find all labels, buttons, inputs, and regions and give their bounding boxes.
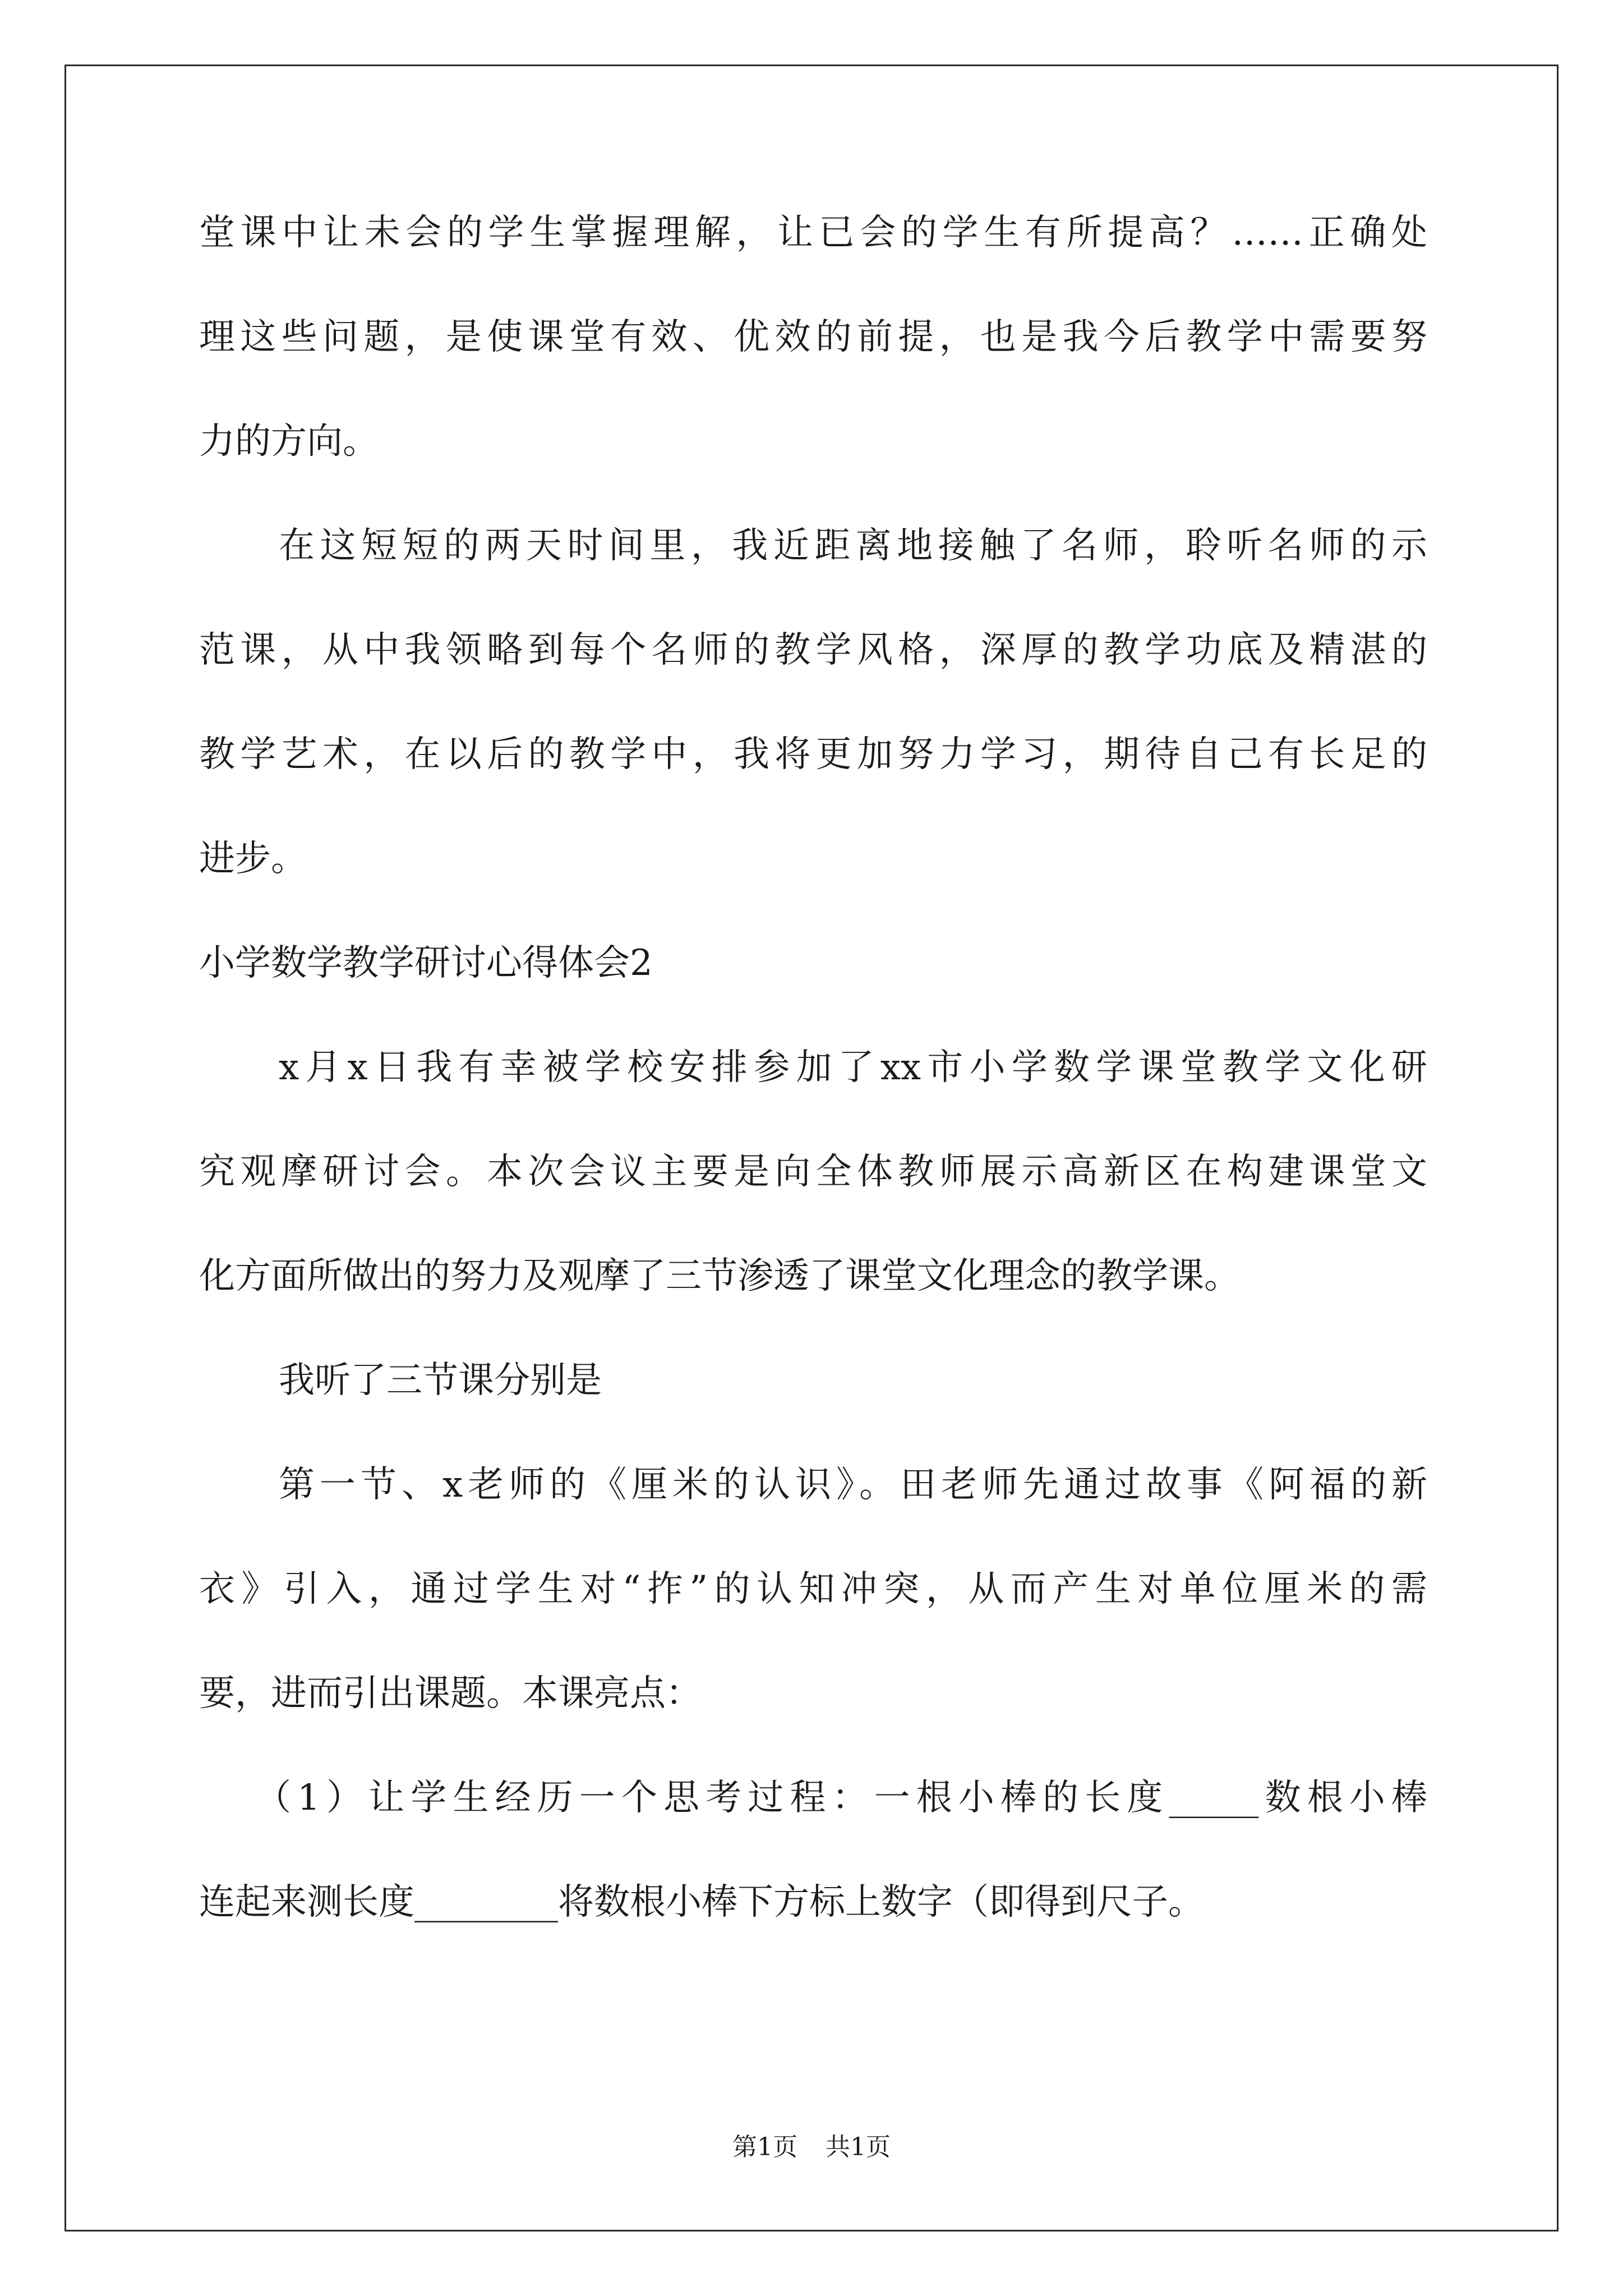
document-body [199, 210, 1427, 1925]
text-line: 教学艺术，在以后的教学中，我将更加努力学习，期待自己有长足的 [199, 734, 1427, 775]
text-line: 我听了三节课分别是 [279, 1360, 602, 1401]
text-line: 连起来测长度________将数根小棒下方标上数字（即得到尺子。 [199, 1881, 1204, 1923]
page-number: 第1页 [732, 2133, 797, 2161]
text-line: 究观摩研讨会。本次会议主要是向全体教师展示高新区在构建课堂文 [199, 1151, 1427, 1193]
text-line: 第一节、x老师的《厘米的认识》。田老师先通过故事《阿福的新 [279, 1464, 1427, 1506]
text-line: 力的方向。 [199, 421, 379, 462]
text-line: 堂课中让未会的学生掌握理解，让已会的学生有所提高？……正确处 [199, 212, 1427, 254]
page-footer [0, 2132, 1623, 2163]
text-line: 理这些问题，是使课堂有效、优效的前提，也是我今后教学中需要努 [199, 316, 1427, 358]
text-line: x月x日我有幸被学校安排参加了xx市小学数学课堂教学文化研 [279, 1047, 1427, 1088]
text-line: 化方面所做出的努力及观摩了三节渗透了课堂文化理念的教学课。 [199, 1255, 1240, 1297]
paragraph [199, 1775, 1427, 1925]
paragraph [199, 523, 1427, 881]
page-total: 共1页 [826, 2133, 891, 2161]
section-heading: 小学数学教学研讨心得体会2 [199, 942, 653, 984]
text-line: （1）让学生经历一个思考过程：一根小棒的长度_____数根小棒 [255, 1777, 1427, 1819]
text-line: 在这短短的两天时间里，我近距离地接触了名师，聆听名师的示 [279, 525, 1427, 567]
text-line: 范课，从中我领略到每个名师的教学风格，深厚的教学功底及精湛的 [199, 629, 1427, 671]
text-line: 衣》引入，通过学生对“拃”的认知冲突，从而产生对单位厘米的需 [199, 1568, 1427, 1610]
text-line: 要，进而引出课题。本课亮点： [199, 1673, 702, 1714]
paragraph [199, 210, 1427, 464]
paragraph [199, 1045, 1427, 1299]
paragraph [199, 1462, 1427, 1716]
text-line: 进步。 [199, 838, 307, 880]
